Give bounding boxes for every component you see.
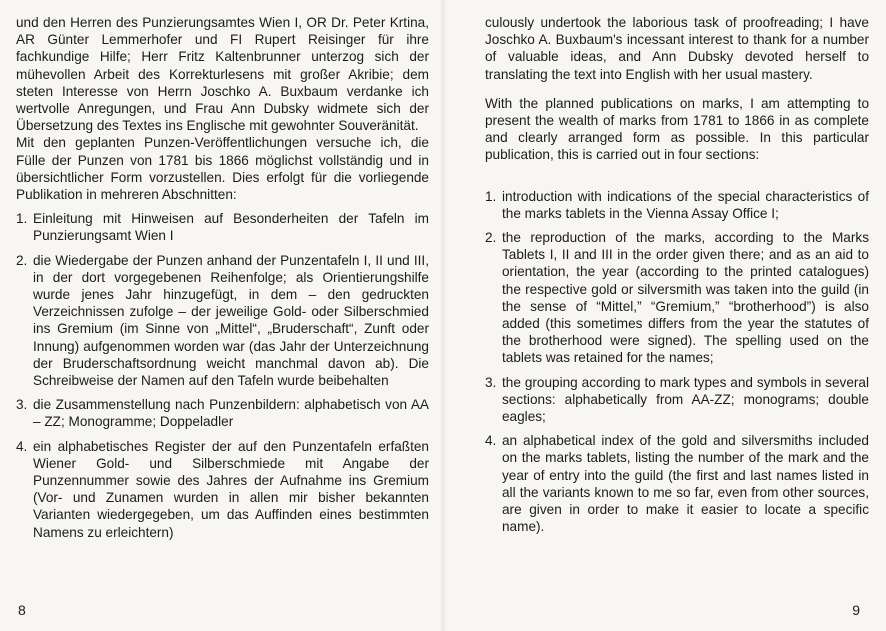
right-list-item: [485, 432, 869, 535]
right-section-list: [485, 188, 869, 536]
right-list-item-text: introduction with indications of the special characteristics of the marks tablets in the Vienna Assay Office I;: [502, 188, 869, 221]
left-list-item-text: die Wiedergabe der Punzen anhand der Punzentafeln I, II und III, in der dort vorgegebenen Reihenfolge; als Orientierungshilfe wurde jenes Jahr hinzugefügt, in dem – den gedruckten Verzeichnissen zufolge – der jeweilige Gold- oder Silberschmied ins Gremium (im Sinne von „Mittel“, „Bruderschaft“, Zunft oder Innung) aufgenommen worden war (das Jahr der Unterzeichnung der Bruderschaftsordnung weicht manchmal davon ab). Die Schreibweise der Namen auf den Tafeln wurde beibehalten: [33, 252, 429, 389]
right-list-item-number: 4.: [485, 433, 497, 449]
right-paragraph-acknowledgements: culously undertook the laborious task of proofreading; I have Joschko A. Buxbaum's incessant interest to thank for a number of valuable ideas, and Ann Dubsky devoted herself to translating the text into English with her usual mastery.: [485, 15, 869, 82]
right-list-item-text: the reproduction of the marks, according to the Marks Tablets I, II and III in the order given there; and as an aid to orientation, the year (according to the printed catalogues) the respective gold or silversmith was taken into the guild (in the sense of “Mittel,” “Gremium,” “brotherhood”) is also added (this sometimes differs from the year the statutes of the brotherhood were signed). The spelling used on the tablets was retained for the names;: [502, 230, 869, 366]
left-list-item: [16, 396, 429, 430]
right-list-item-number: 2.: [485, 230, 497, 246]
left-section-list: [16, 210, 429, 541]
left-list-item-number: 2.: [16, 252, 28, 268]
right-list-item-number: 1.: [485, 188, 497, 204]
right-list-item: [485, 374, 869, 426]
left-list-item-number: 4.: [16, 438, 28, 454]
left-list-item-text: die Zusammenstellung nach Punzenbildern: alphabetisch von AA – ZZ; Monogramme; Doppeladler: [33, 397, 429, 430]
left-list-item-text: ein alphabetisches Register der auf den Punzentafeln erfaßten Wiener Gold- und Silberschmiede mit Angabe der Punzennummer sowie des Jahres der Aufnahme ins Gremium (Vor- und Zunamen wurden in allen mir bisher bekannten Varianten wiedergegeben, um das Auffinden eines bestimmten Namens zu erleichtern): [33, 438, 429, 540]
left-list-item-number: 3.: [16, 397, 28, 413]
left-list-item: [16, 438, 429, 541]
right-list-item-text: an alphabetical index of the gold and silversmiths included on the marks tablets, listing the number of the mark and the year of entry into the guild (the first and last names listed in all the variants known to me so far, even from other sources, are given in order to make it easier to locate a specific name).: [502, 433, 869, 535]
right-list-item-number: 3.: [485, 374, 497, 390]
left-paragraph-acknowledgements: und den Herren des Punzierungsamtes Wien I, OR Dr. Peter Krtina, AR Günter Lemmerhofer und FI Rupert Reisinger für ihre fachkundige Hilfe; Herr Fritz Kaltenbrunner unterzog sich der mühevollen Arbeit des Korrekturlesens mit großer Akribie; dem steten Interesse von Herrn Joschko A. Buxbaum verdanke ich wertvolle Anregungen, und Frau Ann Dubsky widmete sich der Übersetzung des Textes ins Englische mit gewohnter Souveränität.: [16, 15, 429, 134]
left-list-item: [16, 210, 429, 244]
left-list-item: [16, 252, 429, 390]
page-number: 8: [18, 602, 26, 618]
right-list-item: [485, 188, 869, 222]
left-paragraph-intro: Mit den geplanten Punzen-Veröffentlichungen versuche ich, die Fülle der Punzen von 1781 bis 1866 möglichst vollständig und in übersichtlicher Form vorzustellen. Dies erfolgt für die vorliegende Publikation in mehreren Abschnitten:: [16, 135, 429, 203]
right-page: [443, 0, 886, 631]
right-list-item-text: the grouping according to mark types and symbols in several sections: alphabetically from AA-ZZ; monograms; double eagles;: [502, 374, 869, 425]
right-list-item: [485, 229, 869, 367]
right-paragraph-intro: With the planned publications on marks, I am attempting to present the wealth of marks from 1781 to 1866 in as complete and clearly arranged form as possible. In this particular publication, this is carried out in four sections:: [485, 95, 869, 163]
page-number: 9: [852, 602, 860, 618]
left-list-item-number: 1.: [16, 211, 28, 227]
left-list-item-text: Einleitung mit Hinweisen auf Besonderheiten der Tafeln im Punzierungsamt Wien I: [33, 211, 429, 244]
